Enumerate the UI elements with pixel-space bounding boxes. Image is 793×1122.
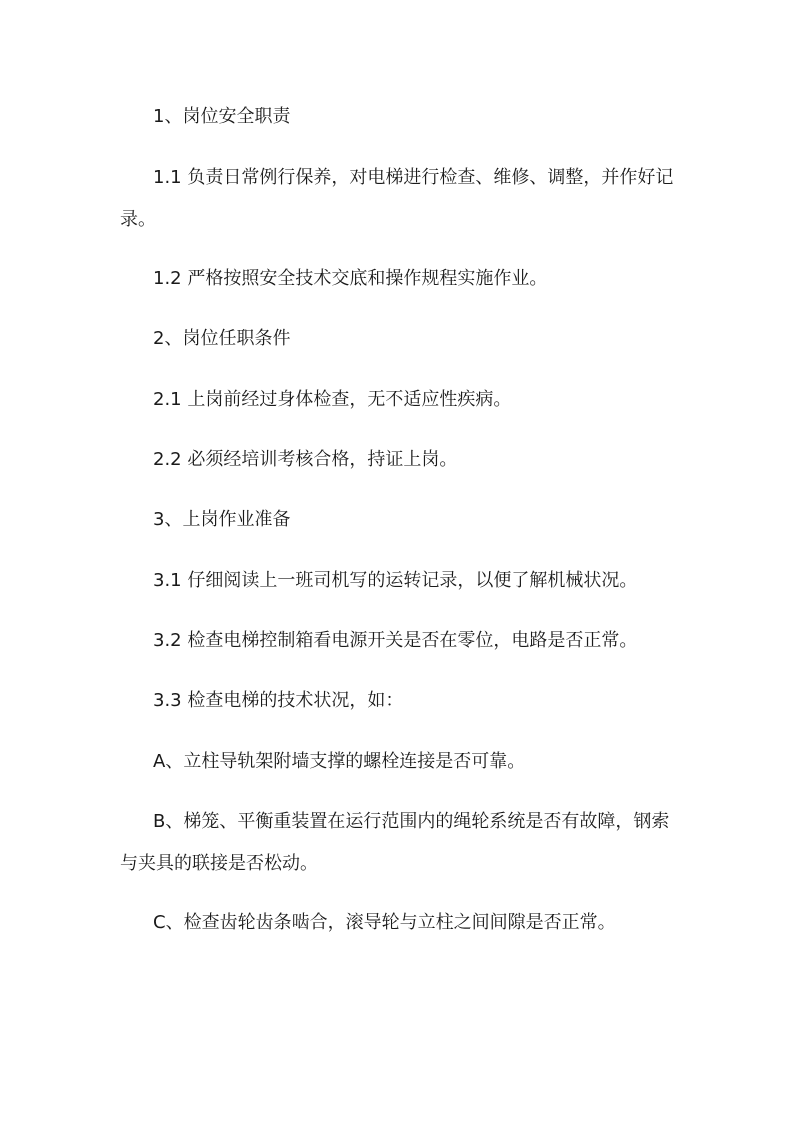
section-heading-2: 2、岗位任职条件 — [153, 328, 291, 349]
list-item-c: C、检查齿轮齿条啮合，滚导轮与立柱之间间隙是否正常。 — [153, 912, 616, 933]
list-item-b: B、梯笼、平衡重装置在运行范围内的绳轮系统是否有故障，钢索与夹具的联接是否松动。 — [120, 811, 670, 874]
paragraph-3-3: 3.3 检查电梯的技术状况，如： — [153, 690, 404, 711]
section-heading-1: 1、岗位安全职责 — [153, 106, 291, 127]
paragraph-1-2: 1.2 严格按照安全技术交底和操作规程实施作业。 — [153, 268, 548, 289]
paragraph-3-2: 3.2 检查电梯控制箱看电源开关是否在零位，电路是否正常。 — [153, 630, 638, 651]
paragraph-2-2: 2.2 必须经培训考核合格，持证上岗。 — [153, 449, 458, 470]
section-heading-3: 3、上岗作业准备 — [153, 509, 291, 530]
paragraph-2-1: 2.1 上岗前经过身体检查，无不适应性疾病。 — [153, 389, 512, 410]
paragraph-3-1: 3.1 仔细阅读上一班司机写的运转记录，以便了解机械状况。 — [153, 570, 638, 591]
paragraph-1-1: 1.1 负责日常例行保养，对电梯进行检查、维修、调整，并作好记录。 — [120, 167, 674, 230]
list-item-a: A、立柱导轨架附墙支撑的螺栓连接是否可靠。 — [153, 751, 526, 772]
